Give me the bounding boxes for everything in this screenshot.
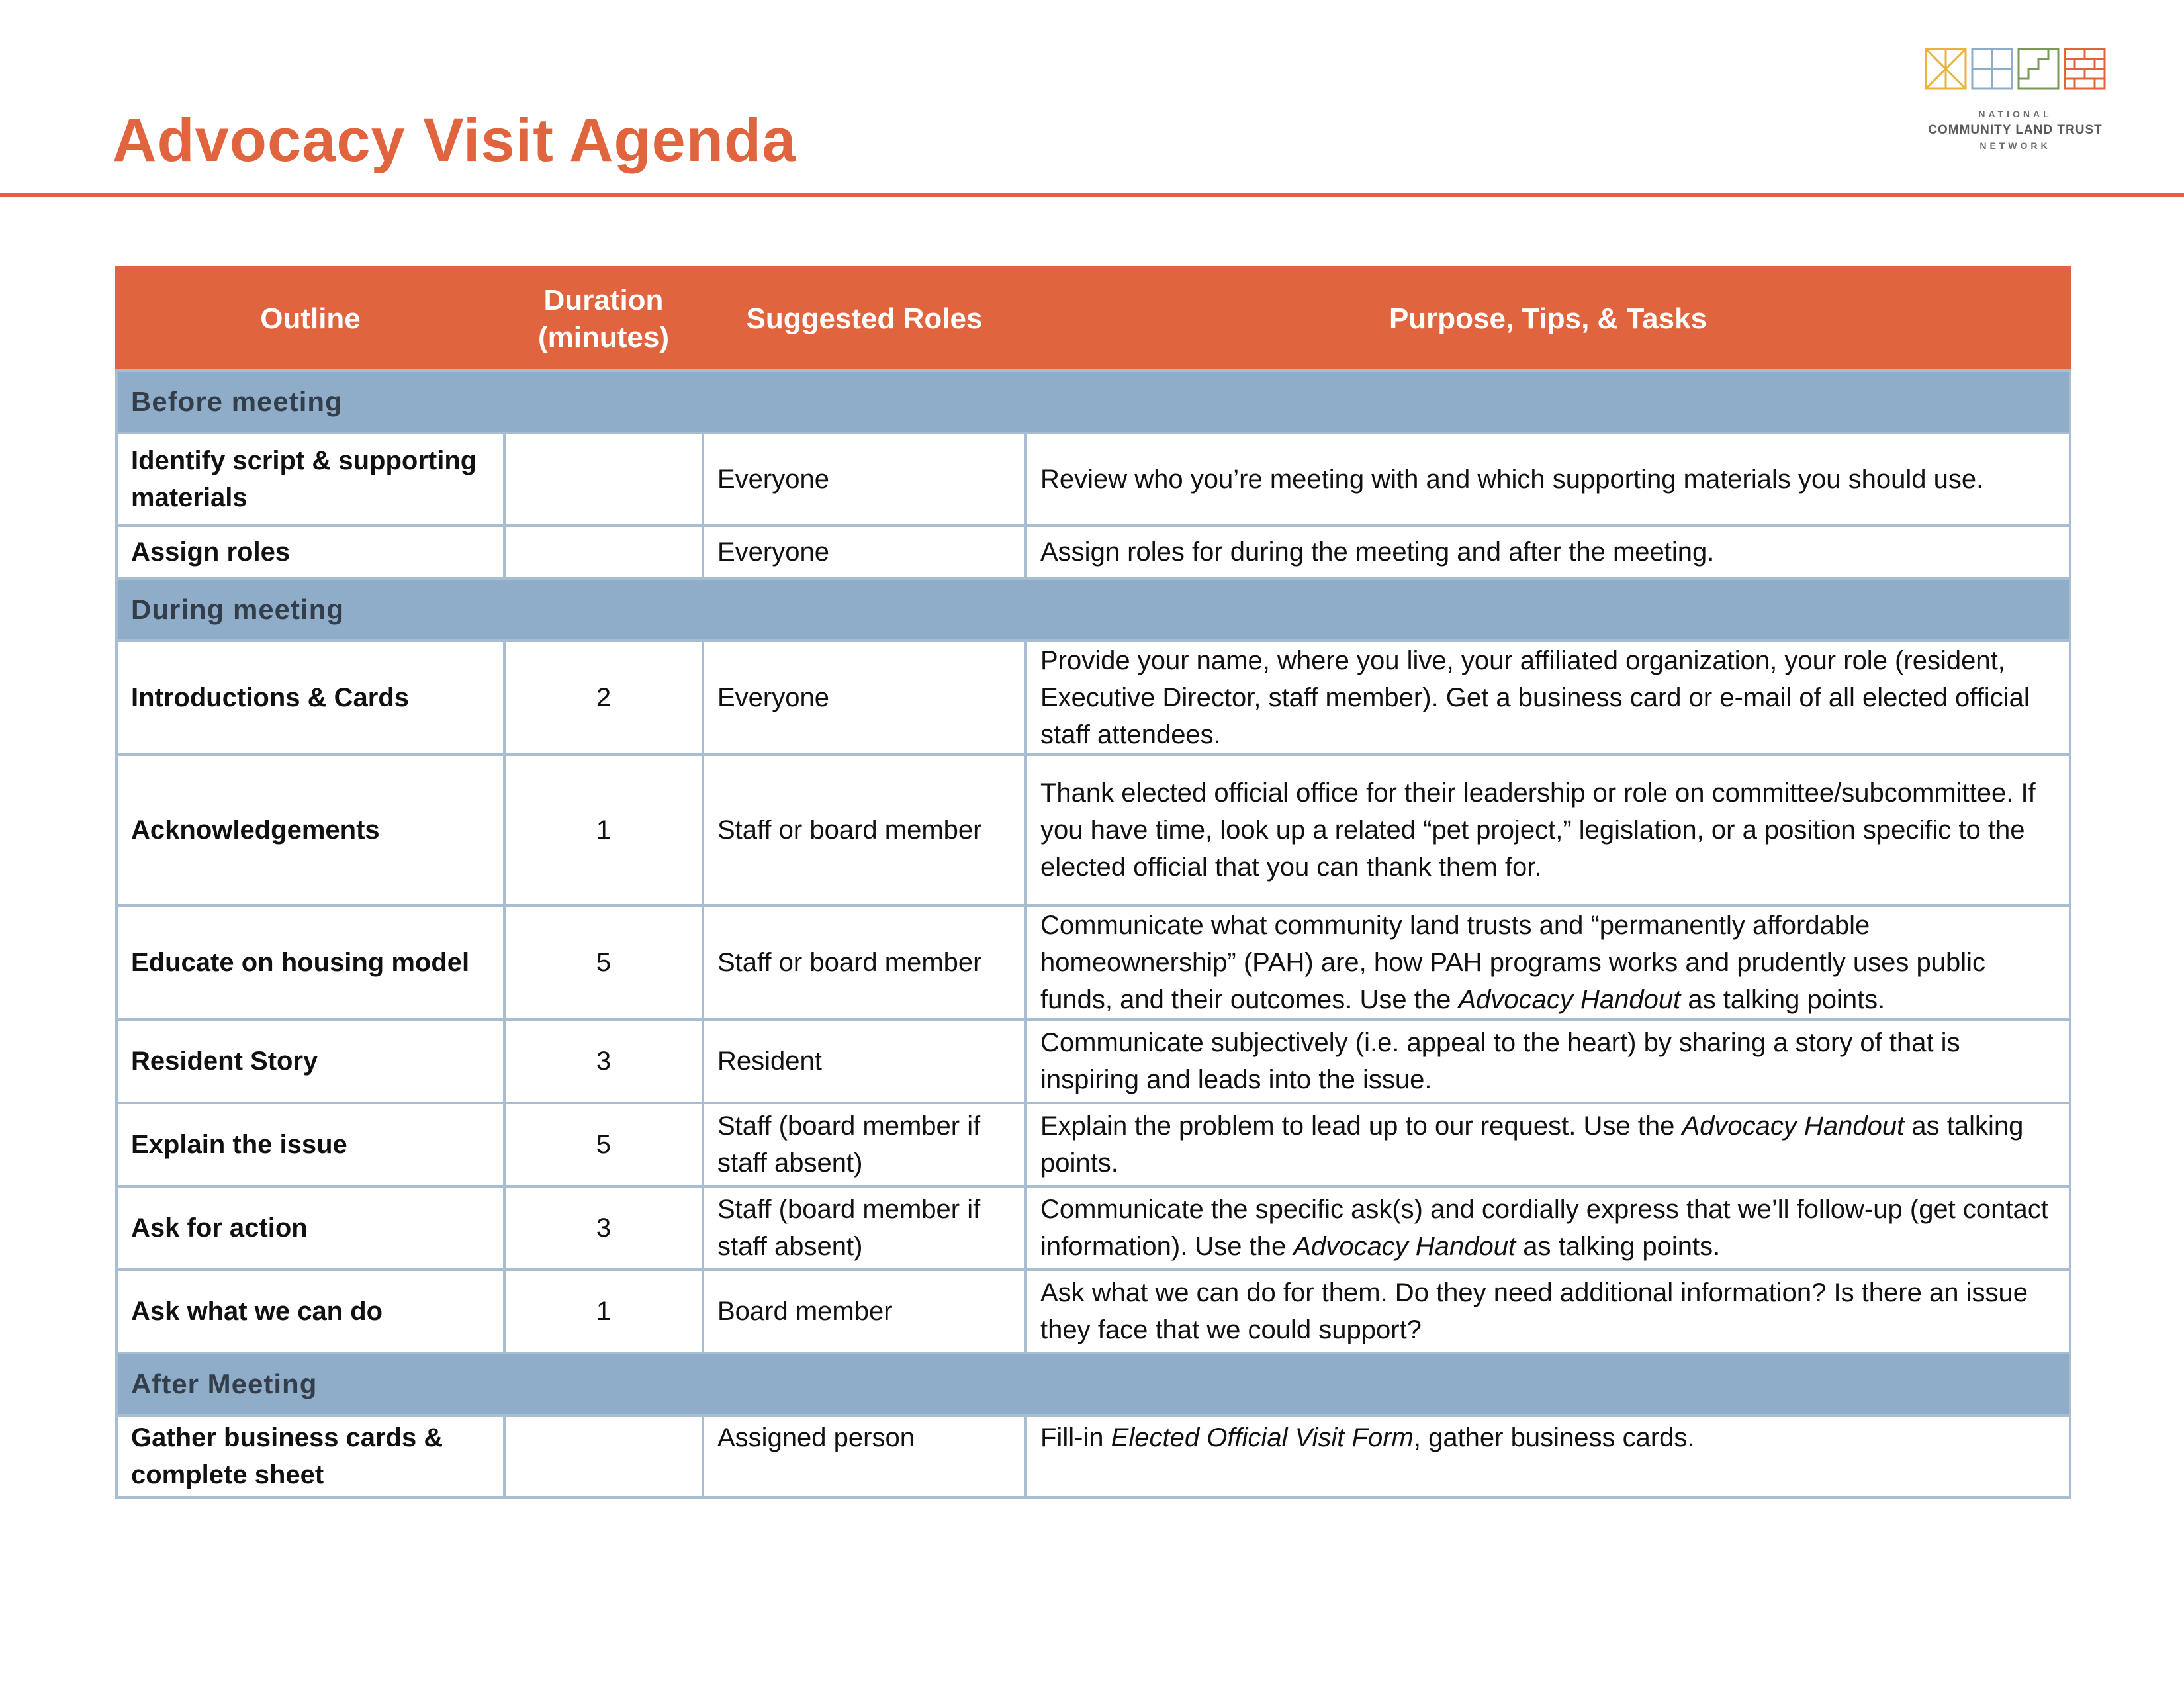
duration-cell: 1 <box>504 755 703 906</box>
table-row <box>116 1186 2070 1270</box>
duration-cell: 3 <box>504 1019 703 1103</box>
purpose-cell: Thank elected official office for their leadership or role on committee/subcommittee. If you have time, look up a related “pet project,” legislation, or a position specific to the elected official that you can thank them for. <box>1026 755 2070 906</box>
duration-cell: 5 <box>504 1103 703 1186</box>
section-label: Before meeting <box>116 371 2070 433</box>
section-row-before-meeting <box>116 371 2070 433</box>
duration-cell <box>504 433 703 526</box>
purpose-text: Fill-in <box>1040 1423 1111 1452</box>
roles-cell: Staff (board member if staff absent) <box>703 1186 1026 1270</box>
section-label: After Meeting <box>116 1353 2070 1415</box>
outline-cell: Ask what we can do <box>116 1270 504 1353</box>
duration-cell: 1 <box>504 1270 703 1353</box>
purpose-text: as talking points. <box>1680 985 1886 1014</box>
purpose-cell <box>1026 1415 2070 1497</box>
purpose-cell: Assign roles for during the meeting and after the meeting. <box>1026 526 2070 579</box>
purpose-text: Communicate what community land trusts and “permanently affordable homeownership” (PAH) are, how PAH programs works and prudently uses public funds, and their outcomes. Use the <box>1040 911 1986 1014</box>
purpose-cell: Communicate subjectively (i.e. appeal to the heart) by sharing a story of that is inspiring and leads into the issue. <box>1026 1019 2070 1103</box>
purpose-text: as talking points. <box>1516 1232 1721 1261</box>
stairs-icon <box>2019 49 2058 89</box>
roles-cell: Everyone <box>703 433 1026 526</box>
outline-cell: Educate on housing model <box>116 906 504 1019</box>
handout-reference: Advocacy Handout <box>1682 1111 1905 1141</box>
form-reference: Elected Official Visit Form <box>1111 1423 1414 1452</box>
table-row <box>116 641 2070 755</box>
column-header-duration <box>504 267 703 371</box>
roles-cell: Staff or board member <box>703 906 1026 1019</box>
roles-cell: Everyone <box>703 641 1026 755</box>
purpose-cell: Provide your name, where you live, your affiliated organization, your role (resident, Executive Director, staff member). Get a business card or e-mail of all elected official staff attendees. <box>1026 641 2070 755</box>
brick-wall-icon <box>2065 49 2105 89</box>
logo-text-line-2: COMMUNITY LAND TRUST <box>1928 123 2103 137</box>
purpose-cell <box>1026 1103 2070 1186</box>
table-row <box>116 433 2070 526</box>
roles-cell: Assigned person <box>703 1415 1026 1497</box>
duration-header-line-2: (minutes) <box>538 321 669 353</box>
table-header-row <box>116 267 2070 371</box>
handout-reference: Advocacy Handout <box>1293 1232 1516 1261</box>
table-row <box>116 906 2070 1019</box>
outline-cell: Ask for action <box>116 1186 504 1270</box>
agenda-table <box>115 266 2071 1499</box>
purpose-cell <box>1026 906 2070 1019</box>
column-header-purpose: Purpose, Tips, & Tasks <box>1026 267 2070 371</box>
duration-header-line-1: Duration <box>543 284 664 316</box>
column-header-outline: Outline <box>116 267 504 371</box>
purpose-text: Communicate the specific ask(s) and cordially express that we’ll follow-up (get contact information). Use the <box>1040 1195 2048 1261</box>
duration-cell <box>504 1415 703 1497</box>
table-row <box>116 526 2070 579</box>
table-row <box>116 1270 2070 1353</box>
duration-cell <box>504 526 703 579</box>
column-header-roles: Suggested Roles <box>703 267 1026 371</box>
roles-cell: Board member <box>703 1270 1026 1353</box>
purpose-cell <box>1026 1186 2070 1270</box>
section-row-after-meeting <box>116 1353 2070 1415</box>
outline-cell: Explain the issue <box>116 1103 504 1186</box>
tree-icon <box>1926 49 1966 89</box>
handout-reference: Advocacy Handout <box>1458 985 1681 1014</box>
outline-cell: Gather business cards & complete sheet <box>116 1415 504 1497</box>
purpose-text: , gather business cards. <box>1413 1423 1695 1452</box>
duration-cell: 3 <box>504 1186 703 1270</box>
table-row <box>116 1103 2070 1186</box>
outline-cell: Identify script & supporting materials <box>116 433 504 526</box>
section-row-during-meeting <box>116 579 2070 641</box>
outline-cell: Introductions & Cards <box>116 641 504 755</box>
outline-cell: Assign roles <box>116 526 504 579</box>
duration-cell: 5 <box>504 906 703 1019</box>
page-title: Advocacy Visit Agenda <box>113 107 797 174</box>
purpose-cell: Ask what we can do for them. Do they need additional information? Is there an issue they face that we could support? <box>1026 1270 2070 1353</box>
roles-cell: Staff (board member if staff absent) <box>703 1103 1026 1186</box>
roles-cell: Everyone <box>703 526 1026 579</box>
section-label: During meeting <box>116 579 2070 641</box>
window-grid-icon <box>1972 49 2012 89</box>
purpose-cell: Review who you’re meeting with and which supporting materials you should use. <box>1026 433 2070 526</box>
table-row <box>116 1019 2070 1103</box>
roles-cell: Resident <box>703 1019 1026 1103</box>
purpose-text: as talking points. <box>1040 1111 2024 1178</box>
logo-text-line-1: NATIONAL <box>1978 109 2052 119</box>
table-row <box>116 1415 2070 1497</box>
roles-cell: Staff or board member <box>703 755 1026 906</box>
title-rule <box>0 193 2184 197</box>
duration-cell: 2 <box>504 641 703 755</box>
logo-text-line-3: NETWORK <box>1979 140 2051 151</box>
outline-cell: Resident Story <box>116 1019 504 1103</box>
table-row <box>116 755 2070 906</box>
purpose-text: Explain the problem to lead up to our request. Use the <box>1040 1111 1682 1141</box>
logo-icons <box>1925 48 2107 90</box>
outline-cell: Acknowledgements <box>116 755 504 906</box>
